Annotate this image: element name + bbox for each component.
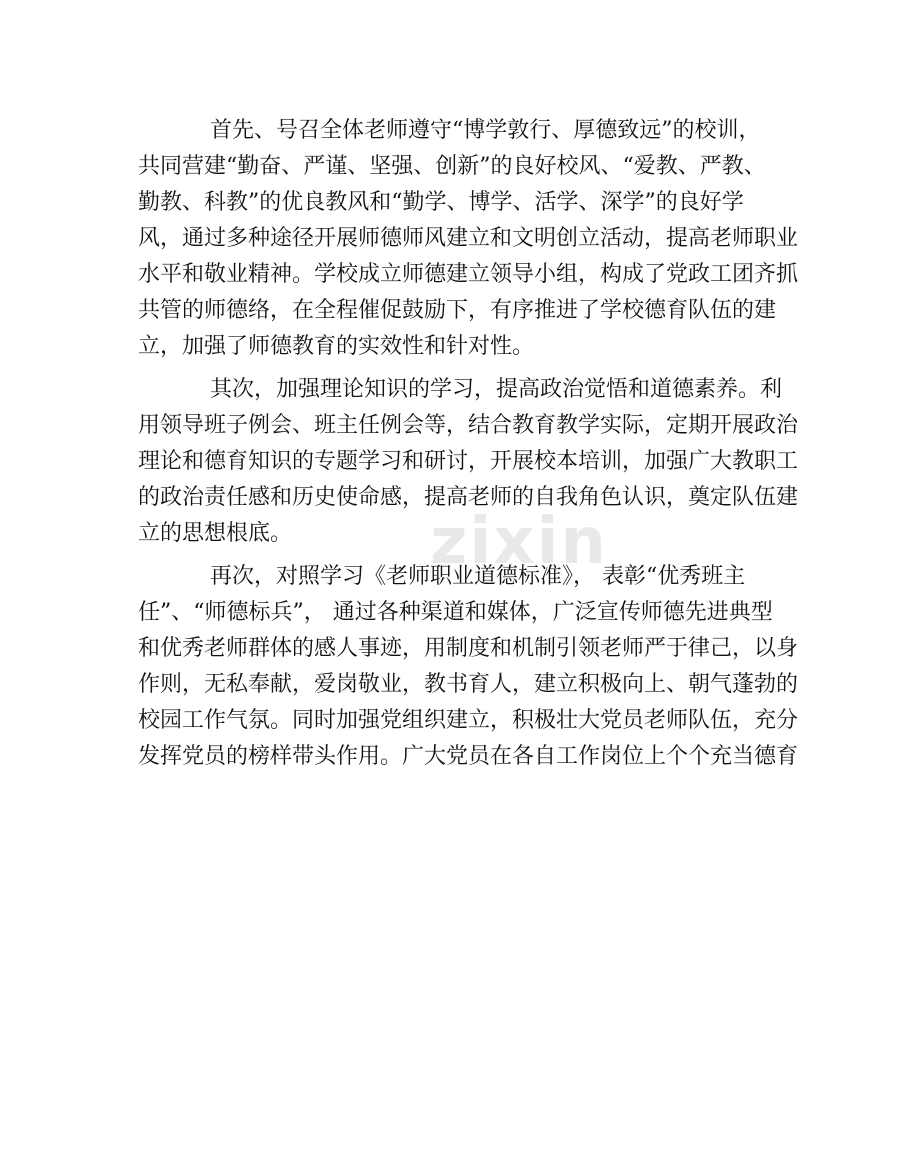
text-line: 的政治责任感和历史使命感，提高老师的自我角色认识，奠定队伍建	[138, 485, 799, 510]
text-line: 理论和德育知识的专题学习和研讨，开展校本培训，加强广大教职工	[138, 449, 799, 474]
text-line: 任”、“师德标兵”， 通过各种渠道和媒体，广泛宣传师德先进典型	[138, 600, 773, 625]
text-line: 共管的师德络，在全程催促鼓励下，有序推进了学校德育队伍的建	[138, 298, 777, 323]
text-line: 再次，对照学习《老师职业道德标准》， 表彰“优秀班主	[210, 564, 746, 589]
text-line: 用领导班子例会、班主任例会等，结合教育教学实际，定期开展政治	[138, 413, 799, 438]
watermark: zixin	[430, 505, 608, 579]
text-line: 风，通过多种途径开展师德师风建立和文明创立活动，提高老师职业	[138, 226, 799, 251]
text-line: 校园工作气氛。同时加强党组织建立，积极壮大党员老师队伍，充分	[138, 708, 799, 733]
text-line: 其次，加强理论知识的学习，提高政治觉悟和道德素养。利	[210, 377, 783, 402]
paragraph-2	[138, 372, 798, 552]
paragraph-3	[138, 559, 798, 775]
text-line: 和优秀老师群体的感人事迹，用制度和机制引领老师严于律己，以身	[138, 636, 799, 661]
text-line: 立，加强了师德教育的实效性和针对性。	[138, 334, 535, 359]
text-line: 勤教、科教”的优良教风和“勤学、博学、活学、深学”的良好学	[138, 190, 744, 215]
text-line: 共同营建“勤奋、严谨、坚强、创新”的良好校风、“爱教、严教、	[138, 154, 766, 179]
document-body	[138, 113, 798, 775]
text-line: 首先、号召全体老师遵守“博学敦行、厚德致远”的校训，	[210, 118, 761, 143]
text-line: 水平和敬业精神。学校成立师德建立领导小组，构成了党政工团齐抓	[138, 262, 799, 287]
text-line: 发挥党员的榜样带头作用。广大党员在各自工作岗位上个个充当德育	[138, 744, 799, 769]
text-line: 作则，无私奉献，爱岗敬业，教书育人，建立积极向上、朝气蓬勃的	[138, 672, 799, 697]
paragraph-1	[138, 113, 798, 365]
text-line: 立的思想根底。	[138, 521, 293, 546]
